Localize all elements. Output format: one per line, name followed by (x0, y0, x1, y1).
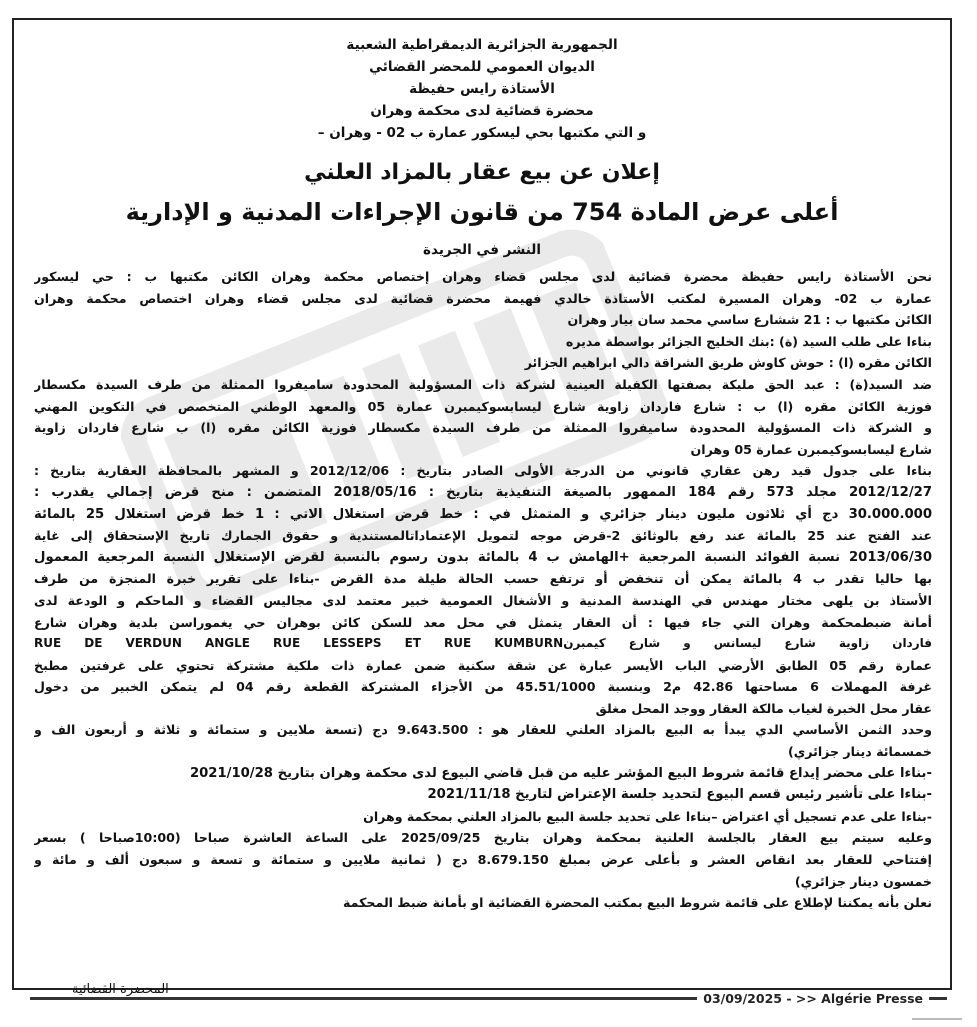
header-line-republic: الجمهورية الجزائرية الديمقراطية الشعبية (346, 37, 618, 53)
body-line: ضد السيد(ة) : عبد الحق مليكة بصفتها الكفيلة العينية لشركة ذات المسؤولية المحدودة ساميفروا الممثلة من طرف السيدة مكسطار (34, 376, 932, 392)
publication-footer (30, 990, 947, 1006)
body-line: عمارة ب 02- وهران المسيرة لمكتب الأستاذة خالدي فهيمة محضرة قضائية لدى مجلس قضاء وهران اختصاص محكمة وهران (34, 290, 932, 306)
body-line: نعلن بأنه يمكننا لإطلاع على قائمة شروط البيع بمكتب المحضرة القضائية او بأمانة ضبط المحكمة (343, 895, 932, 911)
body-line: الكائن مقره (ا) : حوش كاوش طريق الشراقة دالي ابراهيم الجزائر (524, 355, 932, 371)
body-line: -بناءا على تأشير رئيس قسم البيوع لتحديد جلسة الإعتراض لتاريخ 2021/11/18 (427, 787, 932, 803)
body-line: عمارة رقم 05 الطابق الأرضي الباب الأيسر عبارة عن شقة سكنية ضمن عمارة ذات ملكية مشتركة تحتوي على غرفتين مطبخ (34, 657, 932, 673)
footer-rule-right (929, 997, 947, 1000)
body-line: 2013/06/30 نسبة الفوائد النسبة المرجعية +الهامش ب 4 بالمائة بدون رسوم بالنسبة لقرض الإستغلال النسبة المرجعية المعمول (34, 549, 932, 565)
bailiff-signature: المحضرة القضائية (72, 982, 169, 997)
body-line: فوزية الكائن مقره (ا) ب : شارع فاردان زاوية شارع ليسابسوكيمبرن عمارة 05 والمعهد الوطني المتخصص في التكوين المهني (34, 398, 932, 414)
announcement-body (34, 266, 932, 914)
footer-date-source: 03/09/2025 - >> Algérie Presse (703, 990, 923, 1006)
body-line: غرفة المهملات 6 مساحتها 42.86 م2 وبنسبة 45.51/1000 من الأجزاء المشتركة القطعة رقم 04 لم يتمكن الخبير من دخول (34, 679, 932, 695)
body-line: إفتتاحي للعقار بعد انقاص العشر و بأعلى عرض بمبلغ 8.679.150 دج ( ثمانية ملايين و ستمائة و تسعة و سبعون ألف و مائة و (34, 852, 932, 868)
issuer-header (14, 34, 950, 144)
body-line: خمسمائة دينار جزائري) (787, 744, 932, 760)
header-line-bailiff-name: الأستاذة رايس حفيظة (409, 81, 555, 97)
body-line: فاردان زاوية شارع ليسانس و شارع كيمبرنRUE DE VERDUN ANGLE RUE LESSEPS ET RUE KUMBURN (34, 636, 932, 651)
body-line: بها حاليا تقدر ب 4 بالمائة يمكن أن تنخفض أو ترتفع حسب الحالة طيلة مدة القرض -بناءا على تقرير خبرة المنجزة من طرف (34, 571, 932, 587)
body-line: نحن الأستاذة رايس حفيظة محضرة قضائية لدى مجلس قضاء وهران إختصاص محكمة وهران الكائن مكتبها ب : حي ليسكور (34, 269, 932, 284)
body-line: بناءا على طلب السيد (ة) :بنك الخليج الجزائر بواسطة مديره (565, 333, 932, 349)
body-line: -بناءا على عدم تسجيل أي اعتراض –بناءا على تحديد جلسة البيع بالمزاد العلني بمحكمة وهران (363, 808, 932, 824)
page-edge-mark (912, 1018, 962, 1020)
body-line: بناءا على جدول قيد رهن عقاري قانوني من الدرجة الأولى الصادر بتاريخ : 2012/12/06 و المشهر بالمحافظة العقارية بتاريخ : (34, 463, 932, 479)
body-line: عقار محل الخبرة لغياب مالكة العقار ووجد المحل مغلق (595, 700, 932, 716)
announcement-title: إعلان عن بيع عقار بالمزاد العلني (304, 160, 660, 185)
body-line: وعليه سيتم بيع العقار بالجلسة العلنية بمحكمة وهران بتاريخ 2025/09/25 على الساعة العاشرة صباحا (10:00صباحا ) بسعر (34, 830, 932, 846)
body-line: الكائن مكتبها ب : 21 ششارع ساسي محمد سان بيار وهران (567, 312, 932, 328)
body-line: خمسون دينار جزائري) (794, 873, 932, 889)
body-line: الأستاذ بن يلهى مختار مهندس في الهندسة المدنية و الأشغال العمومية خبير معتمد لدى مجاليس القضاء و الماحكم و الودعة لدى (34, 592, 932, 608)
body-line: وحدد الثمن الأساسي الدي يبدأ به البيع بالمزاد العلني للعقار هو : 9.643.500 دج (تسعة ملايين و ستمائة و ثلاثة و أربعون الف و (34, 722, 932, 738)
body-line: 30.000.000 دج أي ثلاثون مليون دينار جزائري و المتمثل في : خط قرض استغلال الاتي : 1 خط قرض استغلال 25 بالمائة (34, 506, 932, 522)
header-line-court: محضرة قضائية لدى محكمة وهران (370, 103, 594, 119)
header-line-office: الديوان العمومي للمحضر القضائي (369, 59, 595, 75)
footer-rule-left (30, 997, 697, 1000)
announcement-frame (12, 18, 952, 997)
body-line: أمانة ضبطمحكمة وهران التي جاء فيها : أن العقار يتمثل في محل معد للسكن كائن بوهران حي يغموراسن بلدية وهران شارع (34, 614, 932, 630)
body-line: عند الفتح عند 25 بالمائة عند رفع بالوثائق 2-قرض موجه لتمويل الإعتماداتالمستندية و حقوق الجمارك تاريخ الإستحقاق إلى غاية (34, 528, 932, 544)
body-line: و الشركة ذات المسؤولية المحدودة ساميفروا الممثلة من طرف السيدة مكسطار فوزية الكائن مقره (ا) ب شارع فاردان زاوية (34, 420, 932, 436)
article-title: أعلى عرض المادة 754 من قانون الإجراءات المدنية و الإدارية (125, 198, 839, 226)
body-line: 2012/12/27 مجلد 573 رقم 184 الممهور بالصيغة التنفيذية بتاريخ : 2018/05/16 المتضمن : منح قرض إجمالي يقدرب : (34, 484, 932, 500)
body-line: شارع ليسابسوكيمبرن عمارة 05 وهران (690, 441, 932, 457)
publication-subtitle: النشر في الجريدة (423, 242, 541, 258)
header-line-address: و التي مكتبها بحي ليسكور عمارة ب 02 - وهران – (317, 125, 647, 141)
body-line: -بناءا على محضر إيداع قائمة شروط البيع المؤشر عليه من قبل قاضي البيوع لدى محكمة وهران بتاريخ 2021/10/28 (189, 765, 932, 781)
